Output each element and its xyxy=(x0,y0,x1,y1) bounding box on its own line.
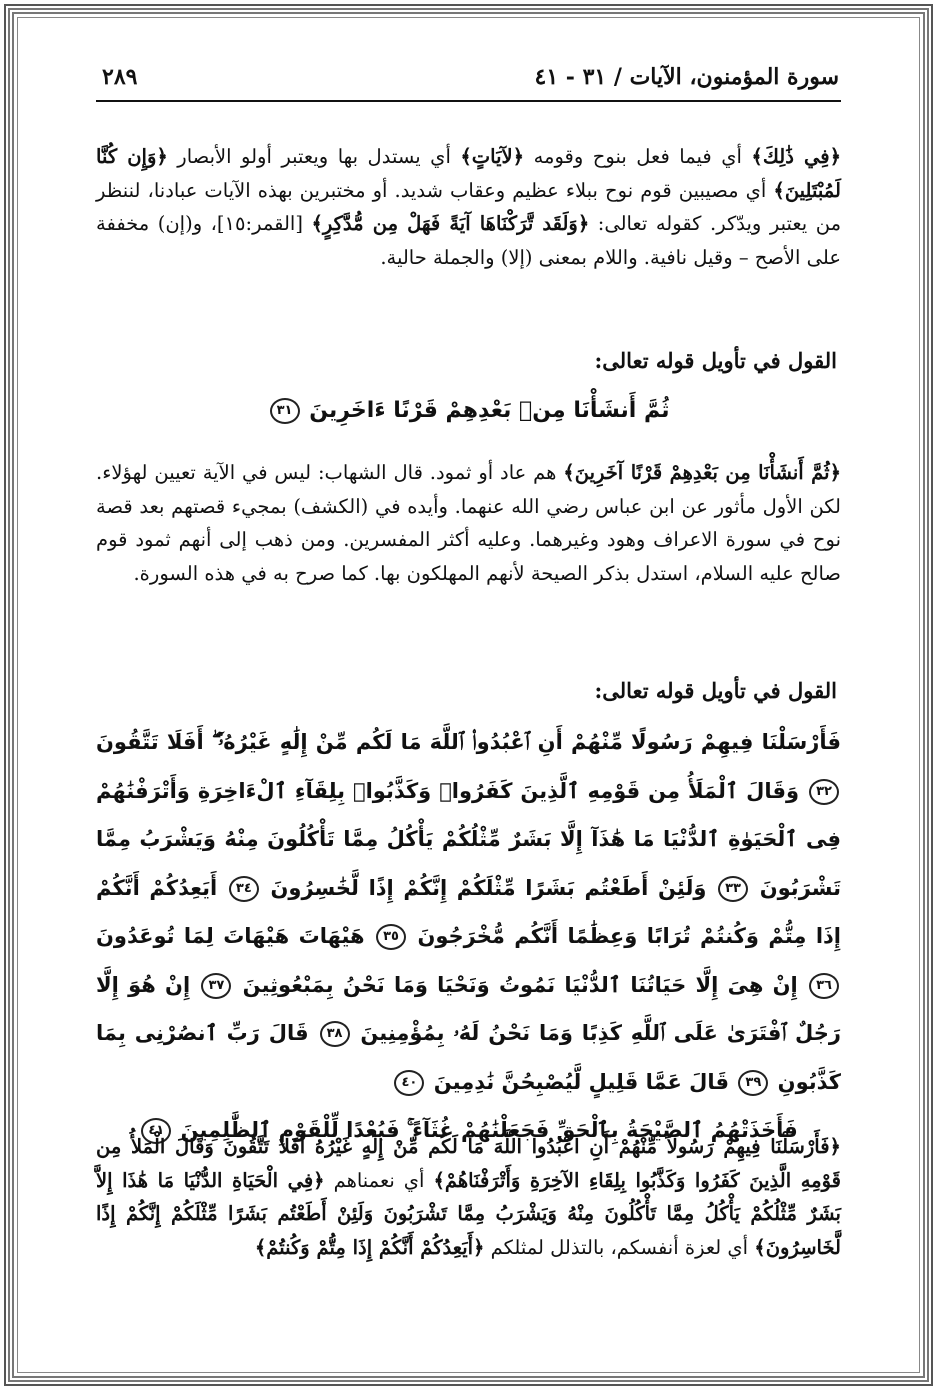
commentary-paragraph-1 xyxy=(96,140,841,274)
quran-quote: ﴿وَإِن كُنَّا لَمُبْتَلِينَ﴾ xyxy=(96,145,841,202)
ayah-text: ثُمَّ أَنشَأْنَا مِنۢ بَعْدِهِمْ قَرْنًا ءَاخَرِينَ xyxy=(309,398,670,423)
verse-text: وَلَئِنْ أَطَعْتُم بَشَرًا مِّثْلَكُمْ إِنَّكُمْ إِذًا لَّخَٰسِرُونَ xyxy=(270,875,707,900)
quran-quote: ﴿وَلَقَد تَّرَكْنَاهَا آيَةً فَهَلْ مِن مُّدَّكِرٍ﴾ xyxy=(311,212,590,235)
commentary-paragraph-3 xyxy=(96,1130,841,1264)
verse-text: وَقَالَ ٱلْمَلَأُ مِن قَوْمِهِ ٱلَّذِينَ كَفَرُوا۟ وَكَذَّبُوا۟ بِلِقَآءِ ٱلْءَاخِرَةِ وَأَتْرَفْنَٰهُمْ فِى ٱلْحَيَوٰةِ ٱلدُّنْيَا مَا هَٰذَآ إِلَّا بَشَرٌ مِّثْلُكُمْ يَأْكُلُ مِمَّا تَأْكُلُونَ مِنْهُ وَيَشْرَبُ مِمَّا تَشْرَبُونَ xyxy=(96,778,842,900)
quran-quote: ﴿فِي الْحَيَاةِ الدُّنْيَا مَا هَٰذَا إِلاَّ بَشَرٌ مِّثْلُكُمْ يَأْكُلُ مِمَّا تَأْكُلُونَ مِنْهُ وَيَشْرَبُ مِمَّا تَشْرَبُونَ وَلَئِنْ أَطَعْتُم بَشَرًا مِّثْلَكُمْ إِنَّكُمْ إِذًا لَّخَاسِرُونَ﴾ xyxy=(96,1168,841,1259)
commentary-text: أي لعزة أنفسكم، بالتذلل لمثلكم xyxy=(484,1235,755,1259)
quran-quote: ﴿فَأَرْسَلْنَا فِيهِمْ رَسُولاً مِّنْهُمْ أَنِ اعْبُدُوا اللَّهَ مَا لَكُم مِّنْ إِلَٰهٍ غَيْرُهُ أَفَلا تَتَّقُونَ وَقَالَ الْمَلأُ مِن قَوْمِهِ الَّذِينَ كَفَرُوا وَكَذَّبُوا بِلِقَاءِ الآخِرَةِ وَأَتْرَفْنَاهُمْ﴾ xyxy=(96,1135,841,1192)
quran-quote: ﴿لآيَاتٍ﴾ xyxy=(460,145,525,168)
quran-quote: ﴿ثُمَّ أَنشَأْنَا مِن بَعْدِهِمْ قَرْنًا آخَرِينَ﴾ xyxy=(563,461,841,484)
verse-text: أَيَعِدُكُمْ أَنَّكُمْ إِذَا مِتُّمْ وَكُنتُمْ تُرَابًا وَعِظَٰمًا أَنَّكُم مُّخْرَجُونَ xyxy=(96,875,841,948)
ayah-number-marker: ٣٦ xyxy=(809,973,839,999)
quran-verses-block xyxy=(96,718,841,1155)
quran-quote: ﴿أَيَعِدُكُمْ أَنَّكُمْ إِذَا مِتُّمْ وَكُنتُمْ﴾ xyxy=(254,1235,485,1259)
verse-text: فَأَخَذَتْهُمُ ٱلصَّيْحَةُ بِٱلْحَقِّ فَجَعَلْنَٰهُمْ غُثَآءً ۚ فَبُعْدًا لِّلْقَوْمِ ٱلظَّٰلِمِينَ xyxy=(180,1118,798,1142)
ayah-number-marker: ٤٠ xyxy=(394,1070,424,1096)
commentary-paragraph-2 xyxy=(96,456,841,590)
ayah-number-marker: ٣٥ xyxy=(376,924,406,950)
ayah-number-marker: ٣١ xyxy=(270,398,300,424)
section-heading: القول في تأويل قوله تعالى: xyxy=(594,678,837,703)
verse-text: قَالَ عَمَّا قَلِيلٍ لَّيُصْبِحُنَّ نَٰدِمِينَ xyxy=(433,1069,730,1094)
quran-quote: ﴿فِي ذَٰلِكَ﴾ xyxy=(751,145,842,168)
commentary-text: أي مصيبين قوم نوح ببلاء عظيم وعقاب شديد. أو مختبرين بهذه الآيات عبادنا، لننظر من يعتبر ويدّكر. كقوله تعالى: xyxy=(96,178,842,235)
ayah-number-marker: ٣٢ xyxy=(809,779,839,805)
ayah-number-marker: ٤١ xyxy=(141,1118,171,1144)
ayah-number-marker: ٣٤ xyxy=(229,876,259,902)
verse-text: هَيْهَاتَ هَيْهَاتَ لِمَا تُوعَدُونَ xyxy=(96,924,365,948)
section-heading: القول في تأويل قوله تعالى: xyxy=(594,348,837,373)
commentary-text: هم عاد أو ثمود. قال الشهاب: ليس في الآية تعيين لهؤلاء. لكن الأول مأثور عن ابن عباس رضي الله عنهما. وأيده في (الكشف) بمجيء قصتهم بعد قصة نوح في سورة الاعراف وهود وغيرهما. وعليه أكثر المفسرين. ومن ذهب إلى أنهم ثمود قوم صالح عليه السلام، استدل بذكر الصيحة لأنهم المهلكون بها. كما صرح به في هذه السورة. xyxy=(96,461,841,585)
book-page xyxy=(96,58,842,1259)
running-title: سورة المؤمنون، الآيات / ٣١ - ٤١ xyxy=(534,64,839,90)
ayah-number-marker: ٣٨ xyxy=(320,1021,350,1047)
commentary-text: أي يستدل بها ويعتبر أولو الأبصار xyxy=(167,145,461,168)
commentary-text: [القمر:١٥]، و(إن) مخففة على الأصح – وقيل نافية. واللام بمعنى (إلا) والجملة حالية. xyxy=(96,212,841,269)
ayah-number-marker: ٣٣ xyxy=(718,876,748,902)
page-header xyxy=(96,58,841,102)
ayah-31 xyxy=(96,398,841,424)
verse-text: إِنْ هُوَ إِلَّا رَجُلٌ ٱفْتَرَىٰ عَلَى ٱللَّهِ كَذِبًا وَمَا نَحْنُ لَهُۥ بِمُؤْمِنِينَ xyxy=(96,972,841,1045)
commentary-text: أي فيما فعل بنوح وقومه xyxy=(524,145,752,168)
ayah-number-marker: ٣٩ xyxy=(738,1070,768,1096)
ayah-number-marker: ٣٧ xyxy=(201,973,231,999)
verse-text: إِنْ هِىَ إِلَّا حَيَاتُنَا ٱلدُّنْيَا نَمُوتُ وَنَحْيَا وَمَا نَحْنُ بِمَبْعُوثِينَ xyxy=(242,972,798,997)
verse-text: قَالَ رَبِّ ٱنصُرْنِى بِمَا كَذَّبُونِ xyxy=(96,1021,841,1094)
verse-text: فَأَرْسَلْنَا فِيهِمْ رَسُولًا مِّنْهُمْ أَنِ ٱعْبُدُوا۟ ٱللَّهَ مَا لَكُم مِّنْ إِلَٰهٍ غَيْرُهُۥٓ ۖ أَفَلَا تَتَّقُونَ xyxy=(96,730,841,754)
commentary-text: أي نعمناهم xyxy=(324,1168,434,1192)
page-number: ٢٨٩ xyxy=(102,64,138,90)
